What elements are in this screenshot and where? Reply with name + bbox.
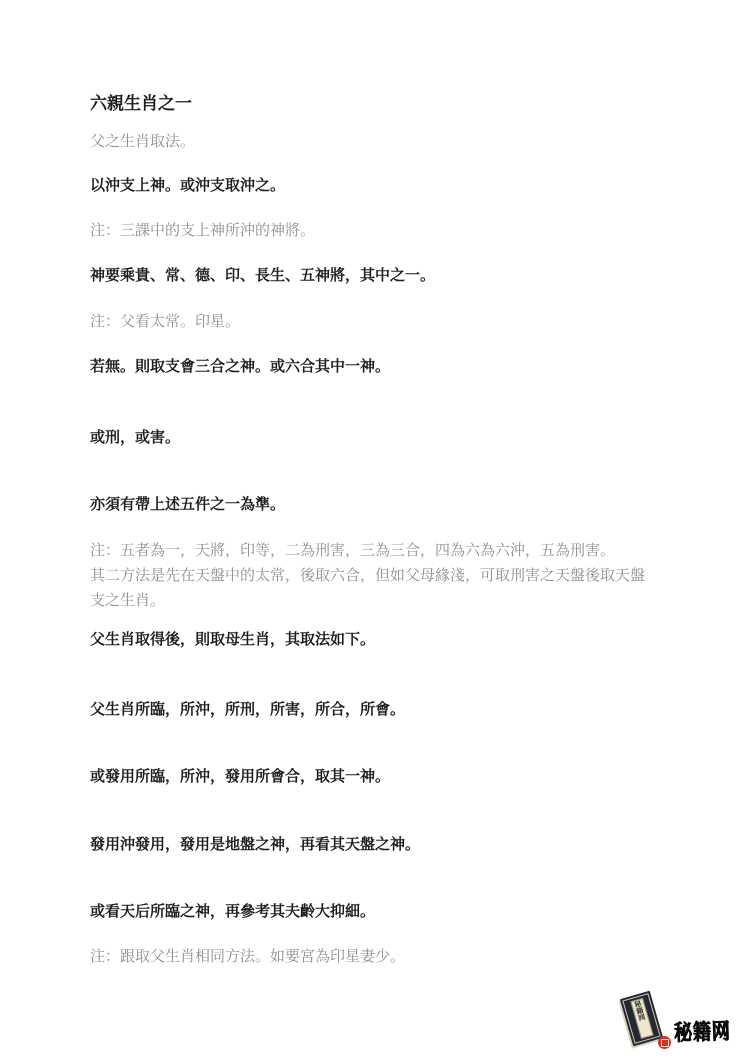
paragraph-rule: 父生肖所臨，所沖，所刑，所害，所合，所會。	[90, 702, 406, 718]
mijiwang-watermark	[620, 990, 749, 1060]
paragraph-rule: 或發用所臨，所沖，發用所會合，取其一神。	[90, 769, 391, 785]
note-line: 其二方法是先在天盤中的太常，後取六合，但如父母緣淺，可取刑害之天盤後取天盤支之生肖。	[90, 568, 646, 609]
paragraph-rule: 或刑，或害。	[90, 430, 181, 446]
paragraph-rule: 以沖支上神。或沖支取沖之。	[90, 178, 286, 194]
book-icon	[620, 991, 663, 1047]
watermark-brand-text: 秘籍网	[673, 1018, 732, 1045]
paragraph-note: 注：父看太常。印星。	[90, 314, 241, 330]
paragraph-note-multiline	[90, 539, 656, 614]
paragraph-rule: 亦須有帶上述五件之一為準。	[90, 497, 286, 513]
paragraph-note: 注：跟取父生肖相同方法。如要宮為印星妻少。	[90, 949, 406, 965]
paragraph-rule: 若無。則取支會三合之神。或六合其中一神。	[90, 359, 391, 375]
paragraph-note: 父之生肖取法。	[90, 134, 196, 150]
paragraph-rule: 發用沖發用，發用是地盤之神，再看其天盤之神。	[90, 837, 421, 853]
note-line: 注：五者為一，天將，印等，二為刑害，三為三合，四為六為六沖，五為刑害。	[90, 543, 616, 559]
page-title: 六親生肖之一	[90, 94, 192, 113]
red-seal-icon	[658, 1036, 671, 1049]
paragraph-note: 注：三課中的支上神所沖的神將。	[90, 223, 316, 239]
paragraph-rule: 父生肖取得後，則取母生肖，其取法如下。	[90, 632, 376, 648]
book-label-text: 秘籍网	[633, 999, 647, 1022]
paragraph-rule: 神要乘貴、常、德、印、長生、五神將，其中之一。	[90, 268, 436, 284]
paragraph-rule: 或看天后所臨之神，再參考其夫齡大抑細。	[90, 904, 376, 920]
